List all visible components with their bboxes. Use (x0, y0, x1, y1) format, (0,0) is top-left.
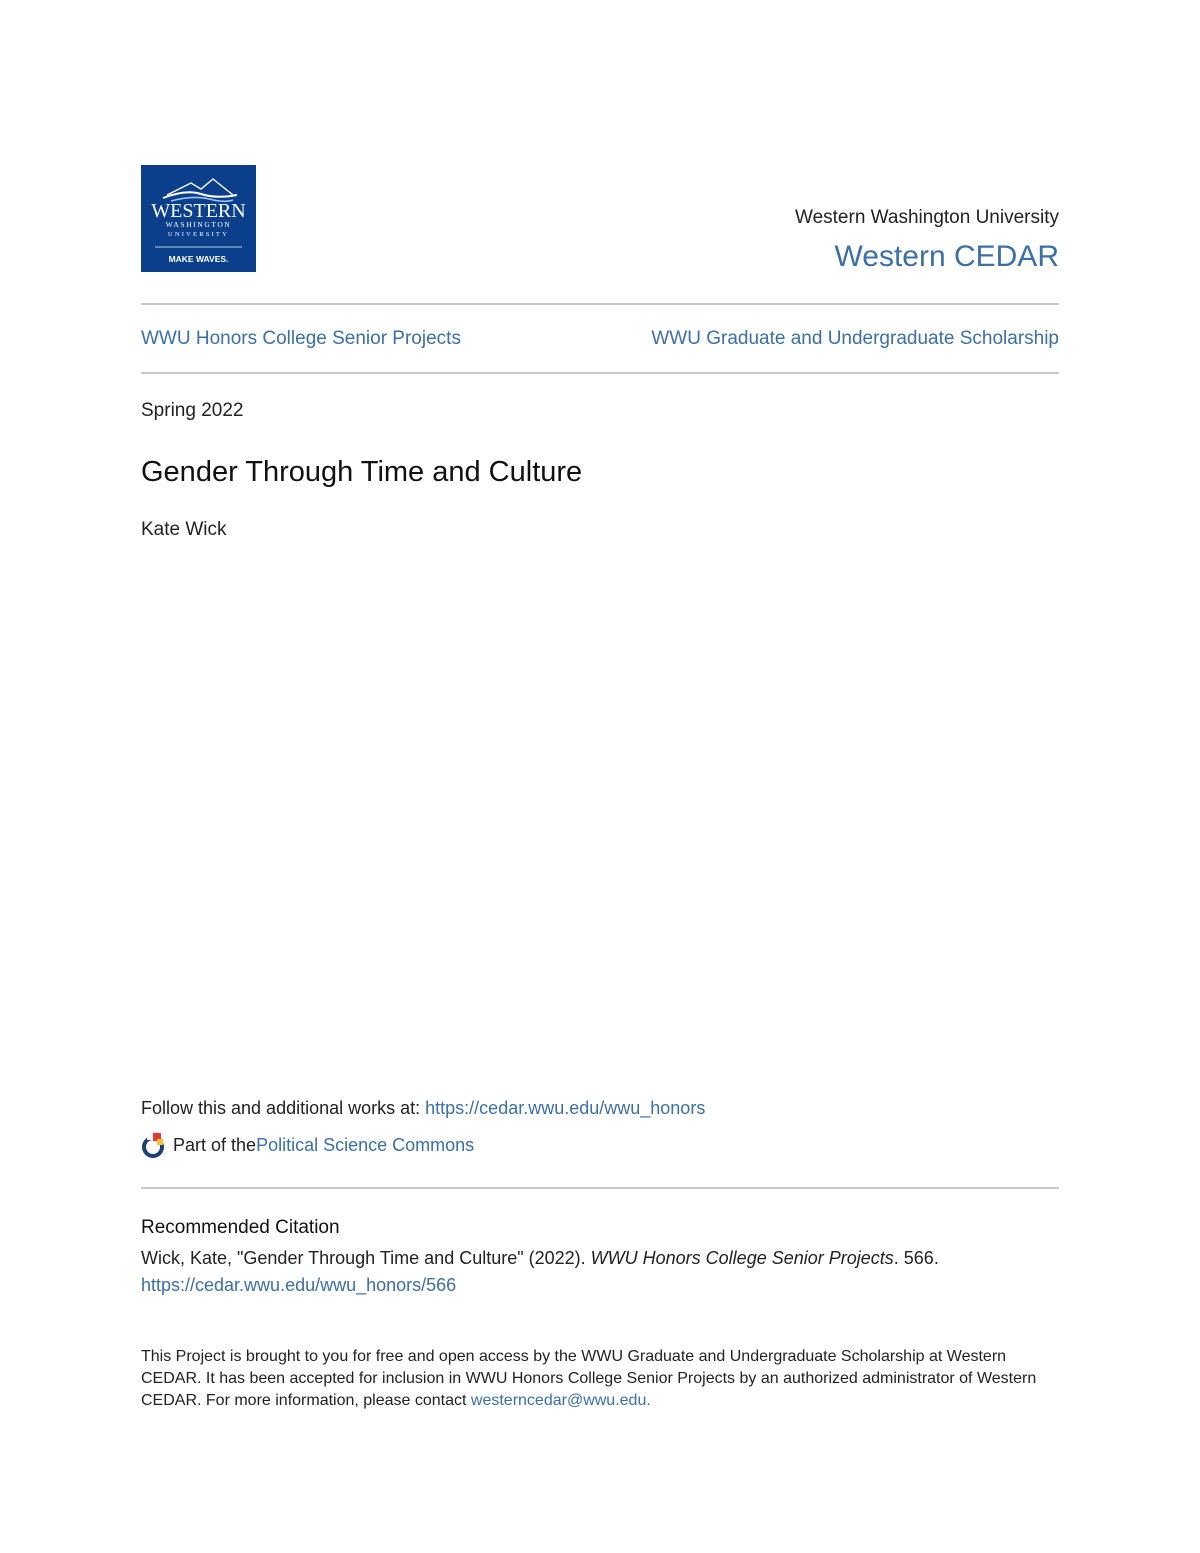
repository-name[interactable]: Western CEDAR (834, 240, 1059, 273)
publication-date: Spring 2022 (141, 400, 244, 421)
divider (141, 372, 1059, 374)
divider (141, 1187, 1059, 1189)
series-link[interactable]: WWU Honors College Senior Projects (141, 328, 461, 349)
part-of-prefix: Part of the (173, 1134, 257, 1155)
wave-mountain-icon (141, 165, 256, 272)
wwu-logo (141, 165, 256, 272)
notice-text: This Project is brought to you for free and open access by the WWU Graduate and Undergraduate Scholarship at Western CEDAR. It has been accepted for inclusion in WWU Honors College Senior Projects by an authorized administrator of Western CEDAR. For more information, please contact (141, 1348, 1037, 1409)
bepress-commons-icon (141, 1131, 167, 1159)
logo-wordmark: WESTERN (151, 200, 246, 222)
contact-email-link[interactable]: westerncedar@wwu.edu (470, 1392, 647, 1409)
document-title: Gender Through Time and Culture (141, 456, 583, 488)
citation-suffix: . 566. (893, 1248, 939, 1268)
follow-url-link[interactable]: https://cedar.wwu.edu/wwu_honors (425, 1098, 706, 1118)
university-name: Western Washington University (795, 207, 1059, 228)
collection-link[interactable]: WWU Graduate and Undergraduate Scholarship (651, 328, 1059, 349)
citation-block (141, 1245, 1059, 1299)
part-of-line (141, 1131, 474, 1159)
access-notice (141, 1346, 1059, 1412)
logo-tagline: MAKE WAVES. (168, 254, 229, 264)
divider (141, 303, 1059, 305)
follow-prefix: Follow this and additional works at: (141, 1098, 426, 1118)
citation-url-link[interactable]: https://cedar.wwu.edu/wwu_honors/566 (141, 1275, 457, 1295)
author-name: Kate Wick (141, 519, 227, 540)
discipline-link[interactable]: Political Science Commons (256, 1134, 475, 1155)
notice-end: . (646, 1392, 651, 1409)
follow-line (141, 1098, 705, 1119)
logo-line2: WASHINGTON (165, 220, 232, 229)
citation-heading: Recommended Citation (141, 1217, 340, 1238)
logo-line3: UNIVERSITY (168, 231, 229, 238)
citation-text: Wick, Kate, "Gender Through Time and Culture" (2022). (141, 1248, 591, 1268)
citation-series: WWU Honors College Senior Projects (590, 1248, 894, 1268)
